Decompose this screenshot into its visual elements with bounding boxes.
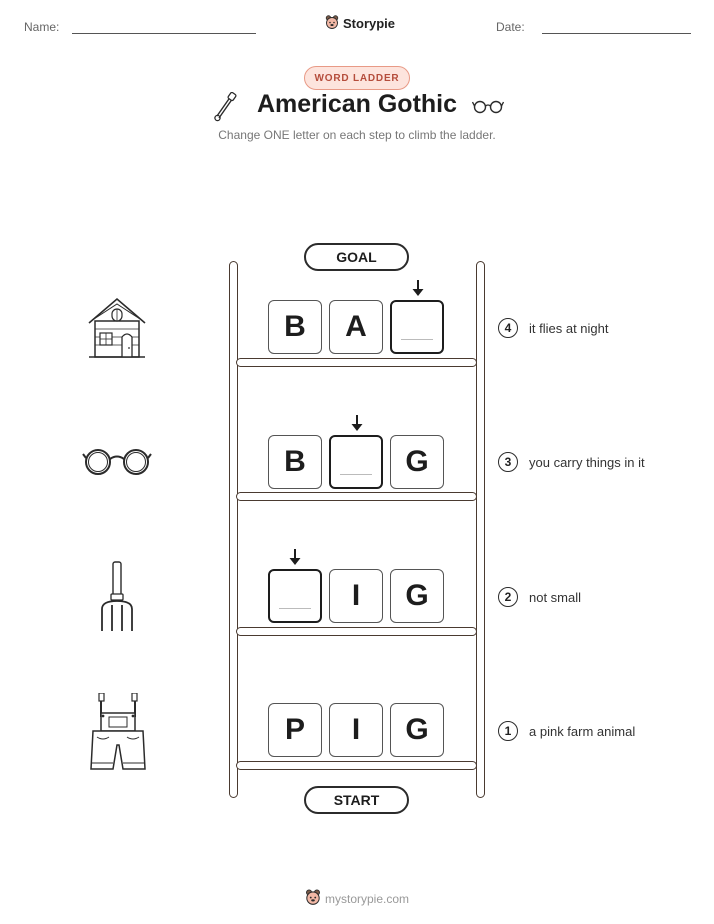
glasses-icon — [82, 444, 152, 485]
ladder-left-rail — [229, 261, 238, 798]
down-arrow-icon — [350, 415, 364, 437]
name-field[interactable] — [72, 33, 256, 34]
storypie-mascot-icon — [305, 888, 321, 909]
clue-text: it flies at night — [529, 321, 609, 336]
goal-label: GOAL — [304, 243, 409, 271]
overalls-icon — [87, 693, 149, 776]
farmhouse-icon — [85, 295, 149, 366]
clue-text: not small — [529, 590, 582, 605]
blank-letter-input[interactable] — [329, 435, 383, 489]
activity-badge: WORD LADDER — [304, 66, 410, 90]
clue-text: a pink farm animal — [529, 724, 636, 739]
letter-tile: P — [268, 703, 322, 757]
ladder-rung — [236, 627, 477, 636]
letter-tile: G — [390, 703, 444, 757]
ladder-rung — [236, 492, 477, 501]
pitchfork-icon — [97, 561, 137, 638]
blank-letter-input[interactable] — [390, 300, 444, 354]
letter-tile: B — [268, 435, 322, 489]
ladder-right-rail — [476, 261, 485, 798]
letter-tile: G — [390, 569, 444, 623]
letter-tile: G — [390, 435, 444, 489]
blank-letter-input[interactable] — [268, 569, 322, 623]
clue-text: you carry things in it — [529, 455, 645, 470]
step-number: 1 — [498, 721, 518, 741]
page-title: American Gothic — [256, 90, 458, 118]
letter-tile: I — [329, 569, 383, 623]
brand-name: Storypie — [343, 16, 396, 31]
date-field[interactable] — [542, 33, 691, 34]
word-row-4 — [268, 300, 444, 354]
glasses-icon — [472, 98, 504, 119]
letter-tile: B — [268, 300, 322, 354]
brand-logo — [325, 14, 395, 33]
letter-tile: I — [329, 703, 383, 757]
date-label: Date: — [496, 20, 525, 34]
word-row-1 — [268, 703, 444, 757]
ladder-rung — [236, 761, 477, 770]
footer-url[interactable]: mystorypie.com — [324, 891, 410, 906]
instructions: Change ONE letter on each step to climb the ladder. — [218, 128, 496, 142]
word-row-2 — [268, 569, 444, 623]
down-arrow-icon — [288, 549, 302, 571]
ladder-rung — [236, 358, 477, 367]
letter-tile: A — [329, 300, 383, 354]
step-number: 3 — [498, 452, 518, 472]
storypie-mascot-icon — [325, 14, 339, 33]
step-number: 2 — [498, 587, 518, 607]
down-arrow-icon — [411, 280, 425, 302]
word-row-3 — [268, 435, 444, 489]
step-number: 4 — [498, 318, 518, 338]
name-label: Name: — [24, 20, 60, 34]
footer — [0, 888, 714, 909]
start-label: START — [304, 786, 409, 814]
